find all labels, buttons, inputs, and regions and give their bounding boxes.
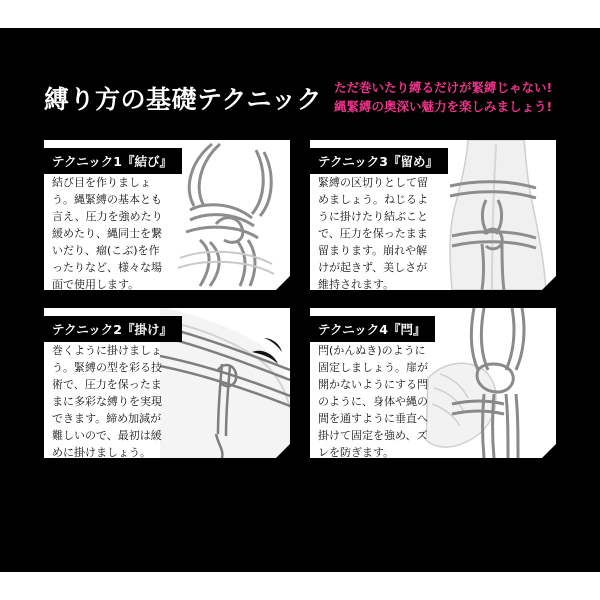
technique-card-1 [44, 140, 290, 290]
corner-fold [542, 276, 556, 290]
card-title: テクニック3『留め』 [310, 148, 448, 174]
card-body-text: 結び目を作りましょう。縄緊縛の基本とも言え、圧力を強めたり緩めたり、縄同士を繋いだり、瘤(こぶ)を作ったりなど、様々な場面で使用します。 [52, 176, 163, 290]
card-title: テクニック2『掛け』 [44, 316, 182, 342]
subtitle-line-2: 縄緊縛の奥深い魅力を楽しみましょう! [334, 99, 553, 115]
page-subtitle [334, 78, 552, 117]
technique-card-2 [44, 308, 290, 458]
corner-fold [276, 276, 290, 290]
card-body-text: 緊縛の区切りとして留めましょう。ねじるように掛けたり結ぶことで、圧力を保ったまま留まります。崩れや解けが起きず、美しさが維持されます。 [318, 176, 428, 290]
subtitle-line-1: ただ巻いたり縛るだけが緊縛じゃない! [334, 80, 553, 95]
hand-rope-illustration [426, 308, 556, 458]
card-title: テクニック4『閂』 [310, 316, 435, 342]
technique-card-4 [310, 308, 556, 458]
technique-card-grid [44, 140, 556, 458]
page-title: 縛り方の基礎テクニック [44, 85, 323, 114]
corner-fold [542, 444, 556, 458]
technique-card-3 [310, 140, 556, 290]
card-body-text: 閂(かんぬき)のように固定しましょう。扉が開かないようにする閂のように、身体や縄の間を通すように垂直へ掛けて固定を強め、ズレを防ぎます。 [318, 344, 428, 458]
corner-fold [276, 444, 290, 458]
card-body-text: 巻くように掛けましょう。緊縛の型を彩る技術で、圧力を保ったままに多彩な縛りを実現できます。締め加減が難しいので、最初は緩めに掛けましょう。 [52, 344, 162, 458]
card-title: テクニック1『結び』 [44, 148, 182, 174]
bottom-white-band [0, 572, 600, 600]
poster-header [44, 78, 556, 130]
top-white-band [0, 0, 600, 28]
poster-content [0, 28, 600, 572]
